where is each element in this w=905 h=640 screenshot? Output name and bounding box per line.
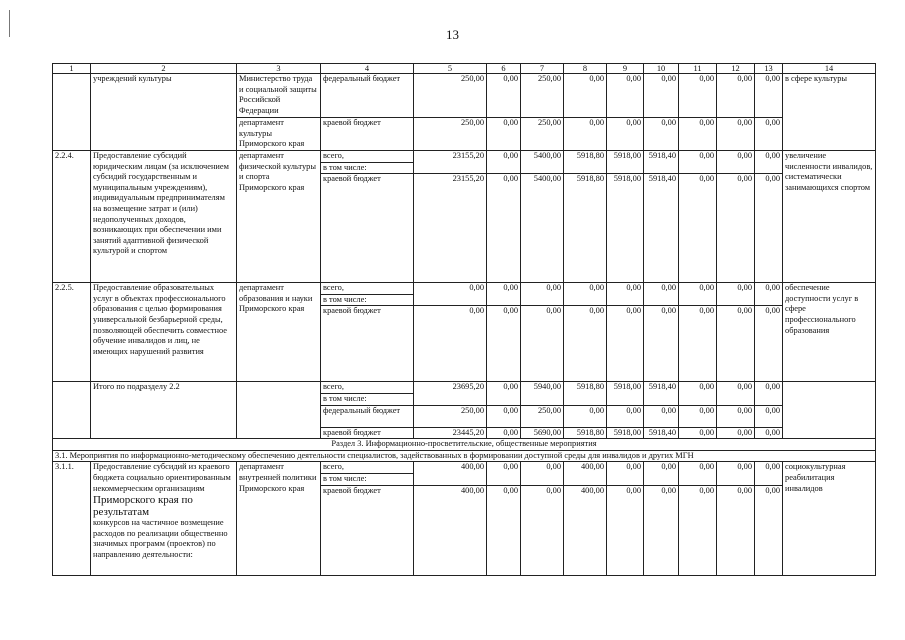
value-cell: 5918,80 <box>564 382 607 405</box>
value-cell: 250,00 <box>521 74 564 118</box>
value-cell: 0,00 <box>717 405 755 427</box>
value-cell: 0,00 <box>521 462 564 485</box>
value-cell: 0,00 <box>755 151 783 174</box>
value-cell: 0,00 <box>487 382 521 405</box>
col-header: 7 <box>521 64 564 74</box>
value-cell: 0,00 <box>487 74 521 118</box>
value-cell: 0,00 <box>607 462 644 485</box>
executor: департамент внутренней политики Приморского края <box>237 462 321 575</box>
funding-source: краевой бюджет <box>321 427 414 439</box>
value-cell: 0,00 <box>679 306 717 382</box>
table-row <box>53 151 876 174</box>
funding-source <box>321 283 414 306</box>
value-cell: 5918,80 <box>564 151 607 174</box>
row-number: 2.2.5. <box>53 283 91 382</box>
value-cell: 0,00 <box>755 382 783 405</box>
subsection-row <box>53 450 876 462</box>
col-header: 9 <box>607 64 644 74</box>
section-row <box>53 439 876 451</box>
col-header: 4 <box>321 64 414 74</box>
value-cell: 0,00 <box>487 174 521 283</box>
value-cell: 0,00 <box>487 405 521 427</box>
value-cell: 0,00 <box>755 306 783 382</box>
value-cell: 0,00 <box>717 283 755 306</box>
expected-result: обеспечение доступности услуг в сфере профессионального образования <box>783 283 876 382</box>
col-header: 3 <box>237 64 321 74</box>
value-cell: 5918,00 <box>607 174 644 283</box>
value-cell: 0,00 <box>487 485 521 575</box>
executor: департамент культуры Приморского края <box>237 118 321 151</box>
value-cell: 0,00 <box>607 118 644 151</box>
executor: департамент образования и науки Приморского края <box>237 283 321 382</box>
program-table <box>52 63 876 576</box>
value-cell: 0,00 <box>607 405 644 427</box>
col-header: 12 <box>717 64 755 74</box>
funding-source: федеральный бюджет <box>321 405 414 427</box>
value-cell: 250,00 <box>414 405 487 427</box>
col-header: 1 <box>53 64 91 74</box>
value-cell: 0,00 <box>755 462 783 485</box>
value-cell: 0,00 <box>644 485 679 575</box>
value-cell: 0,00 <box>564 306 607 382</box>
value-cell: 0,00 <box>564 74 607 118</box>
expected-result: увеличение численности инвалидов, систематически занимающихся спортом <box>783 151 876 283</box>
including-label: в том числе: <box>321 294 413 306</box>
col-header: 10 <box>644 64 679 74</box>
funding-source: краевой бюджет <box>321 485 414 575</box>
value-cell: 0,00 <box>607 485 644 575</box>
value-cell: 400,00 <box>414 485 487 575</box>
expected-result: в сфере культуры <box>783 74 876 151</box>
value-cell: 0,00 <box>564 118 607 151</box>
including-label: в том числе: <box>321 162 413 174</box>
subtotal-label: Итого по подразделу 2.2 <box>91 382 237 439</box>
including-label: в том числе: <box>321 473 413 485</box>
col-header: 6 <box>487 64 521 74</box>
value-cell: 23695,20 <box>414 382 487 405</box>
activity-name-part: Предоставление субсидий из краевого бюджета социально ориентированным некоммерческим организациям <box>93 462 231 493</box>
value-cell: 0,00 <box>644 74 679 118</box>
value-cell: 5918,00 <box>607 151 644 174</box>
total-label: всего, <box>323 151 344 160</box>
value-cell: 0,00 <box>607 283 644 306</box>
value-cell: 0,00 <box>755 74 783 118</box>
value-cell: 0,00 <box>717 382 755 405</box>
value-cell: 0,00 <box>414 306 487 382</box>
page-number: 13 <box>446 27 459 42</box>
value-cell: 0,00 <box>717 485 755 575</box>
value-cell: 5940,00 <box>521 382 564 405</box>
value-cell: 0,00 <box>487 151 521 174</box>
value-cell: 0,00 <box>564 283 607 306</box>
section-title: Раздел 3. Информационно-просветительские, общественные мероприятия <box>53 439 876 451</box>
value-cell: 0,00 <box>644 462 679 485</box>
value-cell: 0,00 <box>717 151 755 174</box>
value-cell: 0,00 <box>521 306 564 382</box>
value-cell: 0,00 <box>717 462 755 485</box>
value-cell: 0,00 <box>607 74 644 118</box>
value-cell: 5400,00 <box>521 174 564 283</box>
value-cell: 0,00 <box>679 151 717 174</box>
funding-source: краевой бюджет <box>321 118 414 151</box>
value-cell: 250,00 <box>521 405 564 427</box>
value-cell: 5918,40 <box>644 174 679 283</box>
total-label: всего, <box>323 462 344 472</box>
header-row <box>53 64 876 74</box>
including-label: в том числе: <box>321 393 413 405</box>
col-header: 8 <box>564 64 607 74</box>
col-header: 13 <box>755 64 783 74</box>
value-cell: 0,00 <box>679 427 717 439</box>
value-cell: 5918,40 <box>644 151 679 174</box>
activity-name-part: Приморского края по результатам <box>93 494 193 519</box>
value-cell: 0,00 <box>717 427 755 439</box>
activity-name: Предоставление образовательных услуг в объектах профессионального образования с целью формирования универсальной безбарьерной среды, позволяющей обеспечить совместное обучение инвалидов и лиц, не имеющих нарушений развития <box>91 283 237 382</box>
col-header: 14 <box>783 64 876 74</box>
funding-source <box>321 462 414 485</box>
row-number: 3.1.1. <box>53 462 91 575</box>
value-cell: 0,00 <box>414 283 487 306</box>
value-cell: 0,00 <box>607 306 644 382</box>
value-cell: 0,00 <box>487 118 521 151</box>
value-cell: 5400,00 <box>521 151 564 174</box>
value-cell: 23155,20 <box>414 174 487 283</box>
value-cell: 0,00 <box>755 405 783 427</box>
value-cell: 5918,80 <box>564 174 607 283</box>
value-cell: 0,00 <box>644 306 679 382</box>
value-cell: 400,00 <box>414 462 487 485</box>
total-label: всего, <box>323 382 344 392</box>
value-cell: 0,00 <box>564 405 607 427</box>
value-cell: 5918,80 <box>564 427 607 439</box>
funding-source: федеральный бюджет <box>321 74 414 118</box>
table-row <box>53 283 876 306</box>
value-cell: 0,00 <box>521 485 564 575</box>
value-cell: 0,00 <box>755 485 783 575</box>
activity-name-part: конкурсов на частичное возмещение расходов по реализации общественно значимых программ (проектов) по направлению деятельности: <box>93 518 228 559</box>
col-header: 2 <box>91 64 237 74</box>
value-cell: 400,00 <box>564 485 607 575</box>
value-cell: 250,00 <box>414 74 487 118</box>
value-cell: 0,00 <box>644 283 679 306</box>
value-cell: 5918,40 <box>644 382 679 405</box>
value-cell: 0,00 <box>679 382 717 405</box>
value-cell: 0,00 <box>679 462 717 485</box>
value-cell: 5918,40 <box>644 427 679 439</box>
value-cell: 0,00 <box>717 118 755 151</box>
activity-name: Предоставление субсидий юридическим лицам (за исключением субсидий государственным и муниципальным учреждениям), индивидуальным предпринимателям на возмещение затрат и (или) недополученных доходов, возникающих при обеспечении ими занятий адаптивной физической культурой и спортом <box>91 151 237 283</box>
value-cell: 0,00 <box>755 427 783 439</box>
expected-result <box>783 382 876 439</box>
value-cell: 0,00 <box>755 283 783 306</box>
funding-source: краевой бюджет <box>321 174 414 283</box>
value-cell: 0,00 <box>679 118 717 151</box>
table-row <box>53 74 876 118</box>
funding-source <box>321 151 414 174</box>
value-cell: 250,00 <box>414 118 487 151</box>
value-cell: 250,00 <box>521 118 564 151</box>
value-cell: 23445,20 <box>414 427 487 439</box>
value-cell: 0,00 <box>679 405 717 427</box>
value-cell: 0,00 <box>717 306 755 382</box>
value-cell: 5918,00 <box>607 382 644 405</box>
value-cell: 0,00 <box>717 74 755 118</box>
col-header: 5 <box>414 64 487 74</box>
value-cell: 0,00 <box>679 485 717 575</box>
value-cell: 0,00 <box>487 306 521 382</box>
row-number-cell <box>53 74 91 151</box>
value-cell: 23155,20 <box>414 151 487 174</box>
activity-name: учреждений культуры <box>91 74 237 151</box>
value-cell: 0,00 <box>755 118 783 151</box>
value-cell: 0,00 <box>717 174 755 283</box>
subsection-title: 3.1. Мероприятия по информационно-методическому обеспечению деятельности специалистов, задействованных в формировании доступной среды для инвалидов и других МГН <box>53 450 876 462</box>
total-label: всего, <box>323 283 344 293</box>
executor: Министерство труда и социальной защиты Российской Федерации <box>237 74 321 118</box>
value-cell: 0,00 <box>755 174 783 283</box>
table-row <box>53 462 876 485</box>
expected-result: социокультурная реабилитация инвалидов <box>783 462 876 575</box>
funding-source: краевой бюджет <box>321 306 414 382</box>
value-cell: 0,00 <box>487 462 521 485</box>
value-cell: 0,00 <box>521 283 564 306</box>
value-cell: 5690,00 <box>521 427 564 439</box>
value-cell: 0,00 <box>644 405 679 427</box>
table-row <box>53 382 876 405</box>
executor: департамент физической культуры и спорта Приморского края <box>237 151 321 283</box>
value-cell: 0,00 <box>679 283 717 306</box>
value-cell: 400,00 <box>564 462 607 485</box>
value-cell: 5918,00 <box>607 427 644 439</box>
value-cell: 0,00 <box>679 174 717 283</box>
value-cell: 0,00 <box>487 283 521 306</box>
executor <box>237 382 321 439</box>
value-cell: 0,00 <box>679 74 717 118</box>
value-cell: 0,00 <box>644 118 679 151</box>
value-cell: 0,00 <box>487 427 521 439</box>
col-header: 11 <box>679 64 717 74</box>
funding-source <box>321 382 414 405</box>
activity-name <box>91 462 237 575</box>
row-number-cell <box>53 382 91 439</box>
row-number: 2.2.4. <box>53 151 91 283</box>
